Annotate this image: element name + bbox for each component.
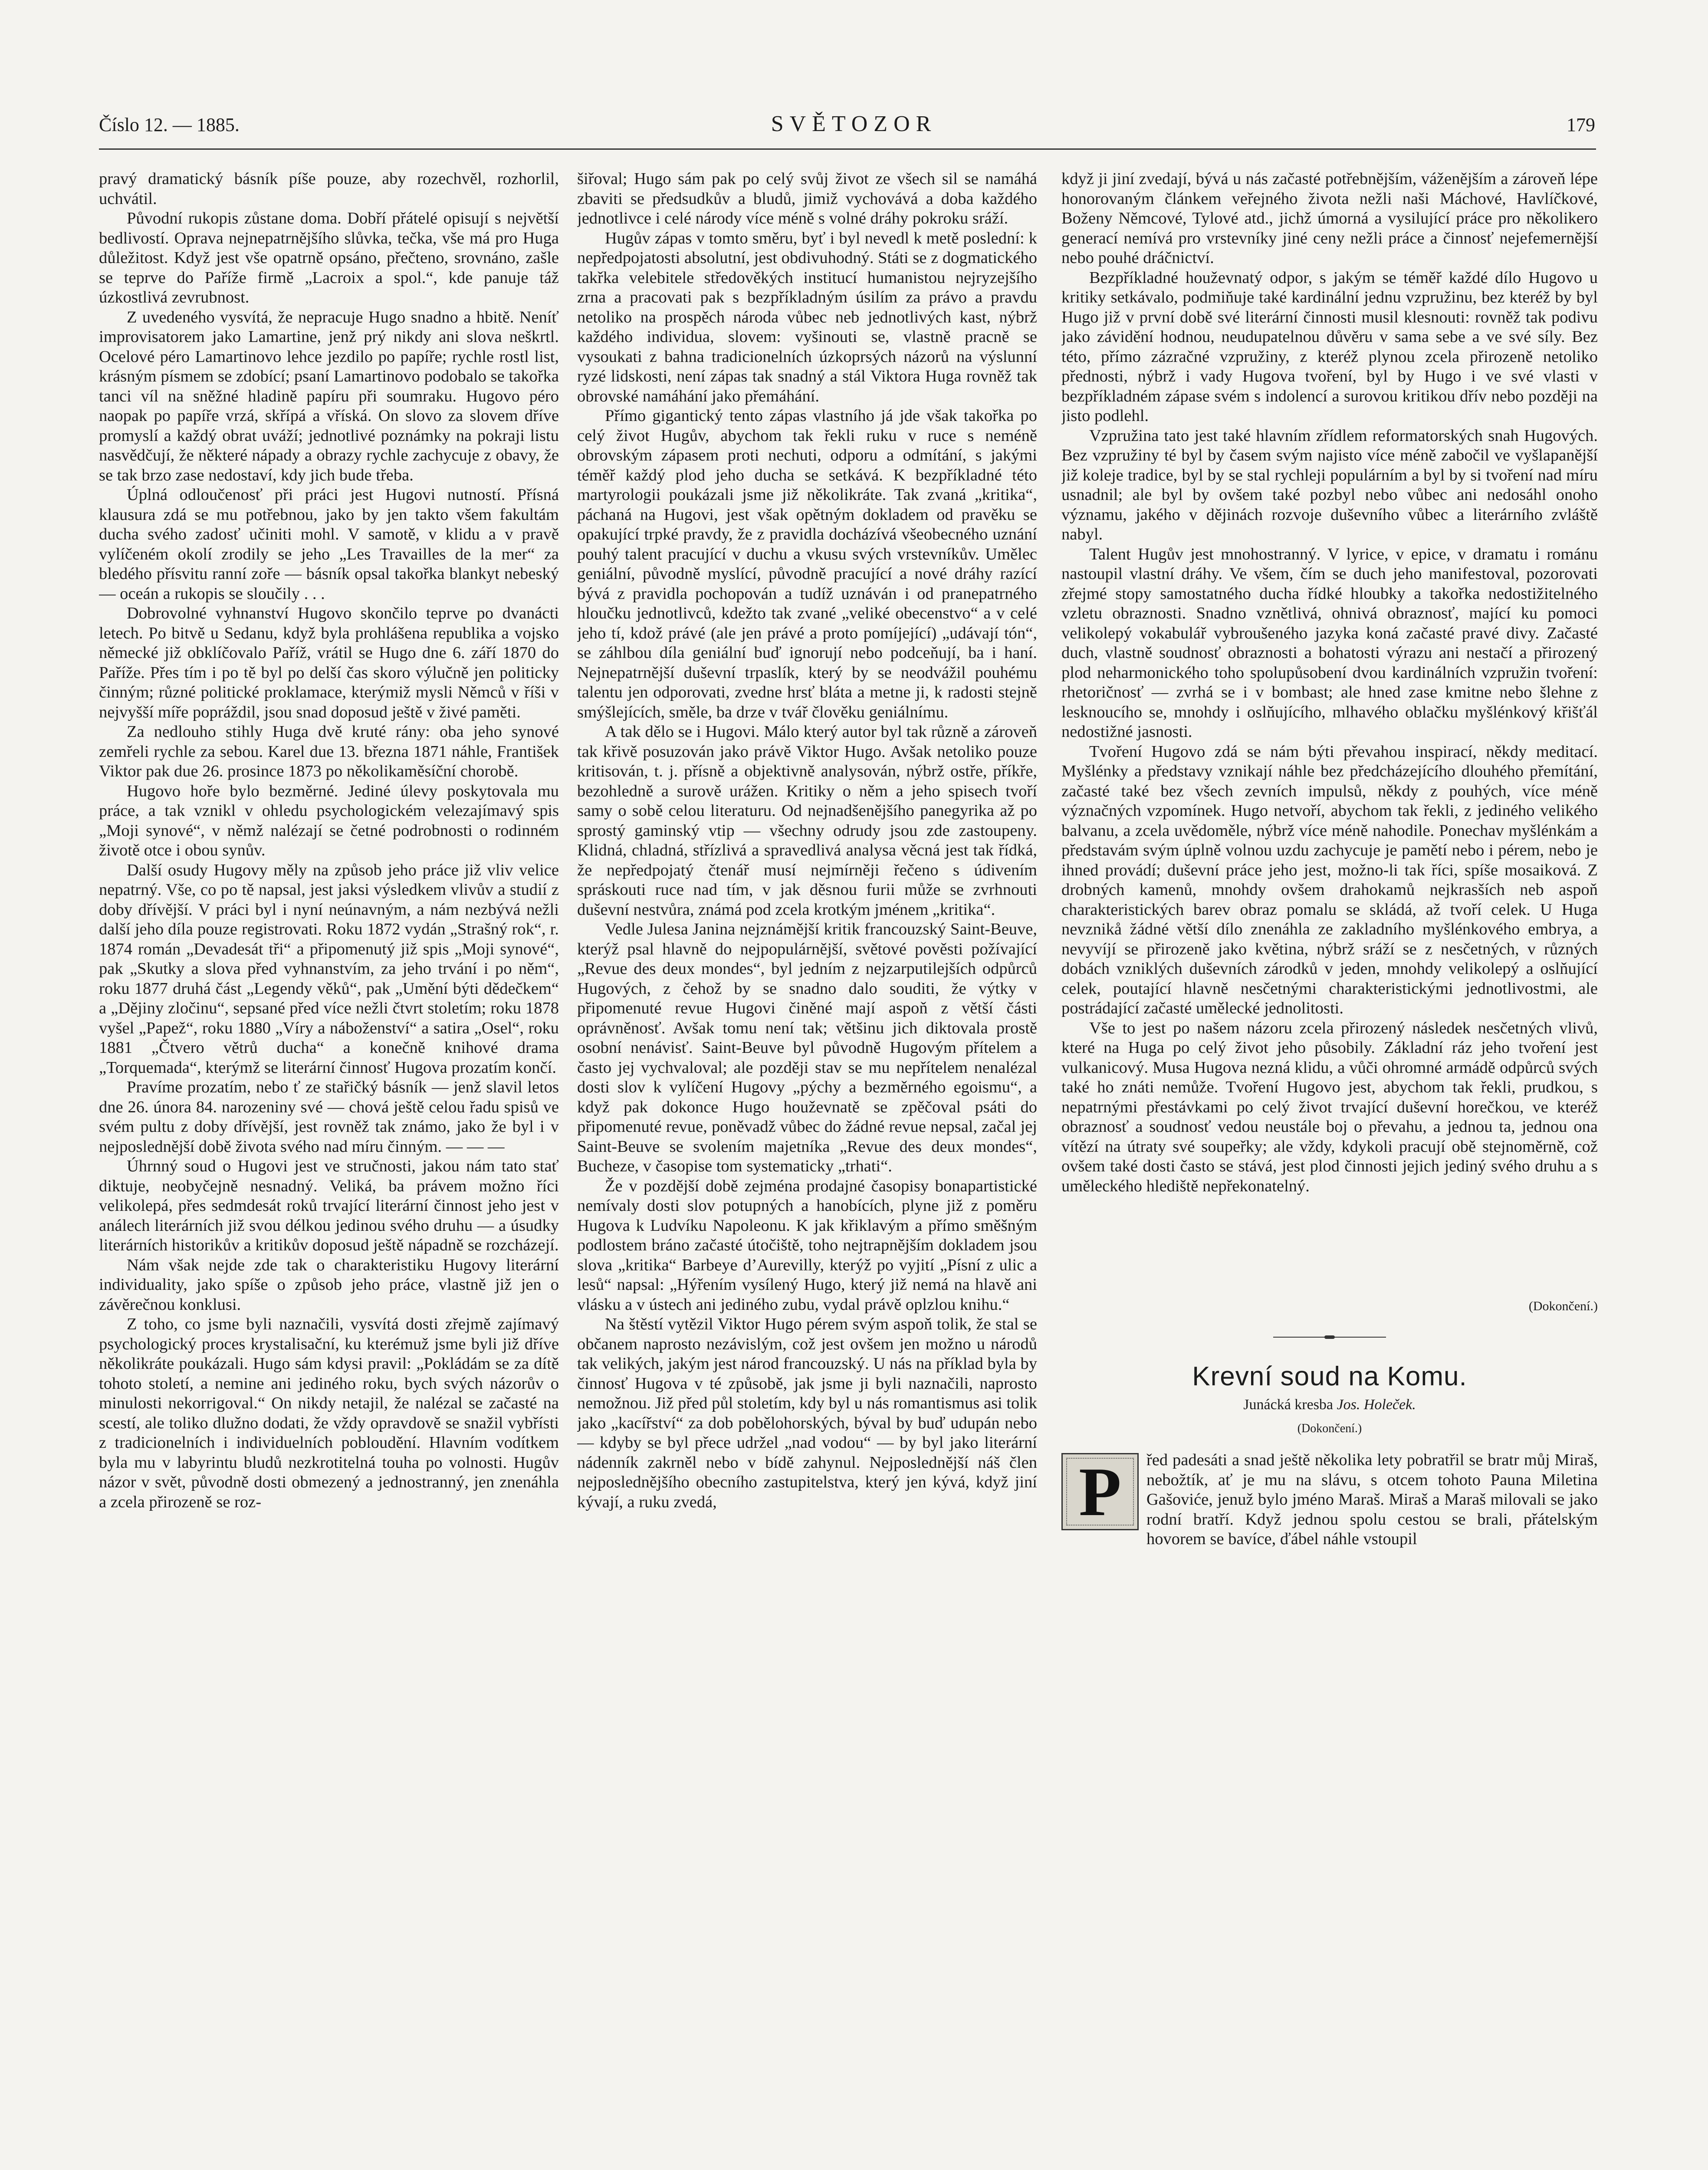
paragraph: Bezpříkladné houževnatý odpor, s jakým se téměř každé dílo Hugovo u kritiky setkávalo, podmiňuje také kardinální jednu vzpružinu, bez kteréž by byl Hugo již v první době své literární činnosti musil klesnouti: rovněž tak podivu jako závidění hodnou, neudupatelnou důvěru v sama sebe a ve své síly. Bez této, přímo zázračné vzpružiny, z kteréž plynou zcela přirozeně netoliko přednosti, nýbrž i vady Hugova tvoření, byl by Hugo i ve své vlasti v bezpříkladném zápase svém s indolencí a surovou kritikou dřív nebo později na jisto podlehl. bbox=[1061, 268, 1598, 425]
ornament-divider bbox=[1273, 1335, 1386, 1339]
paragraph: Že v pozdější době zejména prodajné časopisy bonapartistické nemívaly dosti slov potupných a hanobících, plyne již z poměru Hugova k Ludvíku Napoleonu. K jak křiklavým a přímo směšným podlostem bráno začasté útočiště, toho nejtrapnějším dokladem jsou slova „kritika“ Barbeye d’Aurevilly, kterýž po vyjití „Písní z ulic a lesů“ napsal: „Hýřením vysílený Hugo, který již nemá na hlavě ani vlásku a v ústech ani jediného zubu, vydal právě oplzlou knihu.“ bbox=[577, 1177, 1037, 1314]
paragraph: Původní rukopis zůstane doma. Dobří přátelé opisují s největší bedlivostí. Oprava nejnepatrnějšího slůvka, tečka, vše má pro Huga důležitost. Když jest vše opatrně opsáno, přečteno, srovnáno, zašle se teprve do Paříže firmě „Lacroix a spol.“, kde panuje táž úzkostlivá zevrubnost. bbox=[99, 209, 559, 306]
article-subtitle bbox=[1061, 1395, 1598, 1414]
paragraph: Z uvedeného vysvítá, že nepracuje Hugo snadno a hbitě. Neníť improvisatorem jako Lamartine, jenž prý nikdy ani slova neškrtl. Ocelové péro Lamartinovo lehce jezdilo po papíře; rychle rostl list, krásným písmem se zdobící; psaní Lamartinovo podobalo se takořka tanci víl na sněžné hladině papíru při soumraku. Hugovo péro naopak po papíře vrzá, skřípá a vříská. On slovo za slovem dříve promyslí a každý obrat uváží; jednotlivé poznámky na pokraji listu nasvědčují, že některé nápady a obrazy rychle zachycuje z obavy, že se tak brzo zase nedostaví, kdy jich bude třeba. bbox=[99, 308, 559, 484]
paragraph: když ji jiní zvedají, bývá u nás začasté potřebnějším, váženějším a zároveň lépe honorovaným článkem veřejného života nežli naši Máchové, Havlíčkové, Boženy Němcové, Tylové atd., jichž úmorná a vysilující práce pro několikero generací nemívá pro vrstevníky jiné ceny nežli práce a činnosť nejefemernější nebo pouhé dráčnictví. bbox=[1061, 170, 1598, 267]
drop-cap-ornament bbox=[1066, 1458, 1134, 1526]
paragraph: Z toho, co jsme byli naznačili, vysvítá dosti zřejmě zajímavý psychologický proces krystalisační, ku kterémuž jsme byli již dříve několikráte poukázali. Hugo sám kdysi pravil: „Pokládám se za dítě tohoto století, a nemine ani jediného roku, bych svých názorův o minulosti nekorrigoval.“ On nikdy netajil, že nalézal se začasté na scestí, ale toliko dlužno dodati, že vždy opravdově se snažil vybřísti z tradicionelních i individuelních pobloudění. Hlavním vodítkem byla mu v labyrintu bludů nezkrotitelná touha po volnosti. Hugův názor v svět, původně dosti obmezený a jednostranný, jen znenáhla a zcela přirozeně se roz- bbox=[99, 1315, 559, 1511]
paragraph: Vše to jest po našem názoru zcela přirozený následek nesčetných vlivů, které na Huga po celý život jeho působily. Základní ráz jeho tvoření jest vulkanicový. Musa Hugova nezná klidu, a vůči ohromné armádě odpůrců svých také ho znáti nemůže. Tvoření Hugovo jest, abychom tak řekli, prudkou, s nepatrnými přestávkami po celý život trvající duševní horečkou, ve kteréž obraznosť a soudnosť vedou neustále boj o převahu, a jednou ta, jednou ona vítězí na útraty své soupeřky; ale vždy, kdykoli pracují obě stejnoměrně, což ovšem také dosti často se stává, jest plod činnosti jejich jediný svého druhu a s uměleckého hlediště nepřekonatelný. bbox=[1061, 1019, 1598, 1195]
column-left bbox=[99, 169, 559, 2170]
paragraph: Nám však nejde zde tak o charakteristiku Hugovy literární individuality, jako spíše o způsob jeho práce, vlastně již jen o závěrečnou konklusi. bbox=[99, 1256, 559, 1314]
paragraph: Hugovo hoře bylo bezměrné. Jediné úlevy poskytovala mu práce, a tak vznikl v ohledu psychologickém velezajímavý spis „Moji synové“, v němž nalézají se četné podrobnosti o rodinném životě otce i obou synův. bbox=[99, 782, 559, 859]
paragraph: Hugův zápas v tomto směru, byť i byl nevedl k metě poslední: k nepředpojatosti absolutní, jest obdivuhodný. Státi se z dogmatického takřka velebitele středověkých institucí humanistou nejryzejšího zrna a pracovati pak s bezpříkladným úsilím za právo a pravdu netoliko na prospěch národa vůbec neb jednotlivých kast, nýbrž každého individua, slovem: vyšinouti se, vlastně pracně se vysoukati z bahna tradicionelních úzkoprsých názorů na výslunní ryzé lidskosti, není zápas tak snadný a stál Viktora Huga rovněž tak obrovské namáhání jako přemáhání. bbox=[577, 229, 1037, 405]
paragraph: Tvoření Hugovo zdá se nám býti převahou inspirací, někdy meditací. Myšlénky a představy vznikají náhle bez předcházejícího dlouhého přemítání, začasté také bez všech zevních impulsů, někdy z pouhých, více méně význačných vzpomínek. Hugo netvoří, abychom tak řekli, z jediného velikého balvanu, a zcela uvědoměle, nýbrž více méně nahodile. Ponechav myšlénkám a představám svým úplně volnou uzdu zachycuje je pamětí nebo i pérem, nebo je ihned provádí; duševní práce jeho jest, možno-li tak říci, spíše mosaiková. Z drobných kamenů, mnohdy ovšem drahokamů nejkrasších neb aspoň charakteristických barev obraz pomalu se skládá, až tvoří celek. U Huga nevznikå žádné větší dílo znenáhla ze zakladního myšlénkového embrya, a nevyvíjí se přirozeně jako květina, nýbrž sráží se z nesčetných, v různých dobách vzniklých duševních zárodků v jeden, mnohdy velikolepý a oslňující celek, poutající hlavně nesčetnými charakteristickými jednotlivostmi, ale postrádající začasté umělecké jednolitosti. bbox=[1061, 742, 1598, 1017]
article-text: řed padesáti a snad ještě několika lety pobratřil se bratr můj Miraš, nebožtík, ať je mu na slávu, s otcem tohoto Pauna Miletina Gašoviće, jenuž bylo jméno Maraš. Miraš a Maraš milovali se jako rodní bratří. Když jednou spolu cestou se brali, přátelským hovorem se bavíce, ďábel náhle vstoupil bbox=[1146, 1451, 1598, 1548]
subtitle-prefix: Junácká kresba bbox=[1243, 1396, 1337, 1413]
paragraph: pravý dramatický básník píše pouze, aby rozechvěl, rozhorlil, uchvátil. bbox=[99, 170, 559, 208]
paragraph: Úplná odloučenosť při práci jest Hugovi nutností. Přísná klausura zdá se mu potřebnou, jako by jen takto všem fakultám ducha svého zadosť učiniti mohl. V samotě, v klidu a v pravě vylíčeném okolí zrodily se jeho „Les Travailles de la mer“ za bledého přísvitu ranní zoře — básník opsal takořka blankyt nebeský — oceán a rukopis se sloučily . . . bbox=[99, 486, 559, 603]
article-continuation bbox=[1061, 169, 1598, 1295]
article-body bbox=[1061, 1450, 1598, 1549]
drop-cap-letter: P bbox=[1079, 1453, 1121, 1530]
paragraph: Vedle Julesa Janina nejznámější kritik francouzský Saint-Beuve, kterýž psal hlavně do nejpopulárnější, světové pověsti požívající „Revue des deux mondes“, byl jedním z nejzarputilejších odpůrců Hugových, z čehož by se snadno dalo souditi, že výtky v připomenuté revue Hugovi činěné mají aspoň z větší části oprávněnosť. Avšak tomu není tak; většinu jich diktovala prostě osobní nenávisť. Saint-Beuve byl původně Hugovým přítelem a často jej vychvaloval; ale později stav se mu nepřítelem nenalézal dosti slov k vylíčení Hugovy „pýchy a bezměrného egoismu“, a když pak dokonce Hugo houževnatě se zpěčoval psáti do připomenuté revue, poněvadž vůbec do žádné revue nepsal, začal jej Saint-Beuve se svolením majetníka „Revue des deux mondes“, Bucheze, v časopise tom systematicky „trhati“. bbox=[577, 920, 1037, 1175]
article-author: Jos. Holeček. bbox=[1337, 1396, 1416, 1413]
paragraph: Na štěstí vytězil Viktor Hugo pérem svým aspoň tolik, že stal se občanem naprosto nezávislým, což jest ovšem jen možno u národů tak velikých, jakým jest národ francouzský. U nás na příklad byla by činnosť Hugova v té způsobě, jak jsme ji byli naznačili, naprosto nemožnou. Již před půl stoletím, kdy byl u nás romantismus asi tolik jako „kacířství“ za dob pobělohorských, býval by buď udupán nebo — kdyby se byl přece udržel „nad vodou“ — by byl jako literární nádenník zakrněl nebo v bídě zahynul. Nejposlednější náš člen nejposlednějšího obecního zastupitelstva, který jen kývá, když jiní kývají, a ruku zvedá, bbox=[577, 1315, 1037, 1511]
paragraph: Talent Hugův jest mnohostranný. V lyrice, v epice, v dramatu i románu nastoupil vlastní dráhy. Ve všem, čím se duch jeho manifestoval, pozorovati zřejmé stopy samostatného ducha řídké hloubky a takořka nedostižitelného vzletu obraznosti. Snadno vznětlivá, ohnivá obraznosť, mající ku pomoci velikolepý vokabulář vybroušeného jazyka koná začasté pravé divy. Začasté duch, vlastně soudnosť obraznosti a bohatosti výrazu ani nestačí a přirozený plod neharmonického toho spolupůsobení dvou kardinálních vzpružin tvoření: rhetoričnosť — zvrhá se i v bombast; ale hned zase kmitne nebo šlehne z lesknoucího se, mnohdy i oslňujícího, mlhavého oblačku myšlénkový křišťál nedostižné jasnosti. bbox=[1061, 545, 1598, 741]
journal-title: SVĚTOZOR bbox=[771, 112, 937, 136]
column-middle bbox=[577, 169, 1037, 2170]
page-number: 179 bbox=[1567, 114, 1595, 135]
paragraph: Za nedlouho stihly Huga dvě kruté rány: oba jeho synové zemřeli rychle za sebou. Karel due 13. března 1871 náhle, František Viktor pak due 26. prosince 1873 po několikaměsíční chorobě. bbox=[99, 723, 559, 780]
paragraph: Dobrovolné vyhnanství Hugovo skončilo teprve po dvanácti letech. Po bitvě u Sedanu, když byla prohlášena republika a vojsko německé již obklíčovalo Paříž, vrátil se Hugo dne 6. září 1870 do Paříže. Přes tím i po tě byl po delší čas skoro výlučně jen politicky činným; různé politické proklamace, kterýmiž mysli Němců v říši v nejvyšší míře popráždil, jsou snad doposud ještě v živé paměti. bbox=[99, 604, 559, 721]
paragraph: Úhrnný soud o Hugovi jest ve stručnosti, jakou nám tato stať diktuje, neobyčejně nesnadný. Veliká, ba právem možno říci velikolepá, přes sedmdesát roků trvající literární činnost jeho jest v análech literárních již svou délkou jedinou svého druhu — a úsudky literárních historikův a kritikův doposud ještě nápadně se rozcházejí. bbox=[99, 1157, 559, 1254]
paragraph: Vzpružina tato jest také hlavním zřídlem reformatorských snah Hugových. Bez vzpružiny té byl by časem svým najisto více méně zabočil ve vyšlapanější již koleje tradice, byl by se stal rychleji populárním a byl by si tvoření nad míru usnadnil; ale byl by ovšem také pozbyl nebo vůbec ani nedosáhl onoho významu, jakého v dějinách rozvoje duševního vůbec a literárního zvláště nabyl. bbox=[1061, 426, 1598, 543]
end-note: (Dokončení.) bbox=[1528, 1299, 1598, 1313]
paragraph: A tak dělo se i Hugovi. Málo který autor byl tak různě a zároveň tak křivě posuzován jako právě Viktor Hugo. Avšak netoliko pouze kritisován, t. j. přísně a objektivně analysován, nýbrž ostře, příkře, bezohledně a surově urážen. Kritiky o něm a jeho spisech tvoří samy o sobě celou literaturu. Od nejnadšenějšího panegyrika až po sprostý gaminský vtip — všechny odrudy jsou zde zastoupeny. Klidná, chladná, střízlivá a spravedlivá analysa věcná jest tak řídká, že nepředpojatý čtenář musí nejmírněji řečeno s údivením spráskouti ruce nad tím, v jak děsnou furii může se zvrhnouti duševní nestvůra, známá pod zcela krotkým jménem „kritika“. bbox=[577, 723, 1037, 919]
paragraph: Přímo gigantický tento zápas vlastního já jde však takořka po celý život Hugův, abychom tak řekli ruku v ruce s neméně obrovským zápasem proti nechuti, odporu a odmítání, s jakými téměř každý plod jeho ducha se setkává. K bezpříkladné této martyrologii poukázali jsme již několikráte. Tak zvaná „kritika“, páchaná na Hugovi, jest však opětným dokladem od pravěku se opakující trpké pravdy, že z pravidla docházívá všeobecného uznání pouhý talent pracující v duchu a vkusu svých vrstevníkův. Umělec geniální, původně myslící, původně pracující a nové dráhy razící bývá z pravidla pochopován a tudíž uznáván i od pranepatrného hloučku jednotlivců, kdežto tak zvané „veliké obecenstvo“ a v celé jeho tí, kdož právé (ale jen právé a proto pomíjející) „udávají tón“, se záhlbou díla geniální buď ignorují nebo podceňují, ba i haní. Nejnepatrnější duševní trpaslík, který by se neodvážil pouhému talentu jen odporovati, zvedne hrsť bláta a metne ji, k radosti stejně smýšlejících, směle, ba drze v tvář člověku geniálnímu. bbox=[577, 407, 1037, 721]
article-title: Krevní soud na Komu. bbox=[1192, 1361, 1467, 1391]
drop-cap-initial bbox=[1061, 1453, 1139, 1530]
header-rule bbox=[99, 148, 1596, 150]
divider-ornament bbox=[1324, 1335, 1335, 1339]
column-right bbox=[1061, 169, 1598, 2170]
paragraph: Další osudy Hugovy měly na způsob jeho práce již vliv velice nepatrný. Vše, co po tě napsal, jest jaksi výsledkem vlivův a studií z doby dřívější. V práci byl i nyní neúnavným, a nám nezbývá nežli další jeho díla pouze registrovati. Roku 1872 vydán „Strašný rok“, r. 1874 román „Devadesát tři“ a připomenutý již spis „Moji synové“, pak „Skutky a slova před vyhnanstvím, za jeho trvání i po něm“, roku 1877 druhá část „Legendy věků“, pak „Umění býti dědečkem“ a „Dějiny zločinu“, sepsané před více nežli čtvrt stoletím; roku 1878 vyšel „Papež“, roku 1880 „Víry a náboženství“ a satira „Osel“, roku 1881 „Čtvero větrů ducha“ a konečně knihové drama „Torquemada“, kterýmž se literární činnosť Hugova prozatím končí. bbox=[99, 861, 559, 1077]
page-header bbox=[0, 114, 1708, 153]
issue-number: Číslo 12. — 1885. bbox=[99, 114, 240, 135]
article-continued-note: (Dokončení.) bbox=[1297, 1421, 1362, 1435]
paragraph: Pravíme prozatím, nebo ť ze stařičký básník — jenž slavil letos dne 26. února 84. narozeniny své — chová ještě celou řadu spisů ve svém pultu z doby dřívější, jest rovněž tak známo, jako že byl i v nejposlednější době života svého nad míru činným. — — — bbox=[99, 1078, 559, 1156]
paragraph: šiřoval; Hugo sám pak po celý svůj život ze všech sil se namáhá zbaviti se předsudkův a bludů, jimiž vychovává a doba každého jednotlivce i celé národy více méně s volné dráhy pokroku sráží. bbox=[577, 170, 1037, 227]
